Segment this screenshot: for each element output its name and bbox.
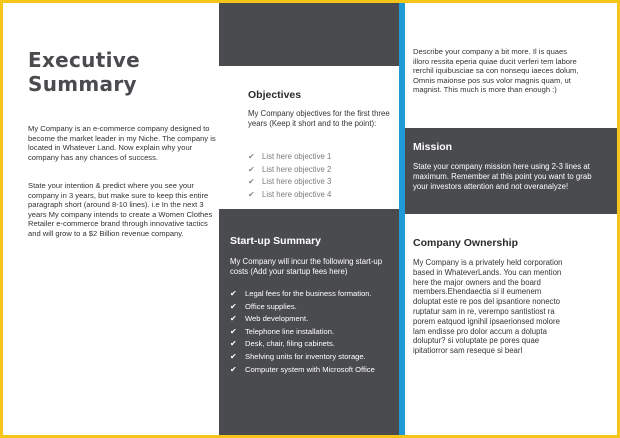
startup-item-label: Desk, chair, filing cabinets. [245, 339, 335, 349]
summary-paragraph-1: My Company is an e-commerce company designed to become the market leader in my Niche. The company is located in Whatever Land. Now explain why your company has any chances of success. [28, 124, 216, 162]
startup-item-label: Shelving units for inventory storage. [245, 351, 366, 361]
objectives-intro: My Company objectives for the first three years (Keep it short and to the point): [248, 109, 390, 128]
startup-item [230, 313, 375, 326]
mission-text: State your company mission here using 2-3 lines at maximum. Remember at this point you want to grab your investors attention and not overanalyze! [413, 162, 592, 191]
check-icon: ✔ [248, 177, 255, 186]
objective-item [248, 151, 331, 164]
startup-item [230, 301, 375, 314]
startup-item-label: Telephone line installation. [245, 326, 335, 336]
objective-label: List here objective 4 [262, 189, 332, 199]
check-icon: ✔ [248, 164, 255, 174]
title-line-2: Summary [28, 72, 137, 96]
ownership-title: Company Ownership [413, 237, 519, 249]
objectives-list [248, 151, 331, 201]
check-icon: ✔ [230, 289, 237, 298]
check-icon: ✔ [230, 339, 237, 349]
ownership-text: My Company is a privately held corporation based in WhateverLands. You can mention here the major owners and the board members.Ehendaectia si il eumenem doluptat este re pos del ipsantiore nonecto ruptatur sam in re, verempo santistiost ra porem eatquod ignihil ipsaerionsed molore lam endisse pro dolor accum a dolupta doluptur? si voluptate pe pores quae ipitatiorror sam reseque si bearl [413, 258, 563, 356]
startup-item [230, 338, 375, 351]
startup-item [230, 288, 375, 301]
check-icon: ✔ [230, 364, 237, 374]
check-icon: ✔ [230, 314, 237, 324]
objective-item [248, 189, 331, 202]
check-icon: ✔ [230, 301, 237, 311]
check-icon: ✔ [230, 351, 237, 361]
startup-item [230, 351, 375, 364]
summary-paragraph-2: State your intention & predict where you see your company in 3 years, but make sure to keep this entire paragraph short (around 8-10 lines). i.e In the next 3 years My company intends to create a Women Clothes Retailer e-commerce brand through innovative tactics and will grow to a $2 Billion revenue company. [28, 181, 213, 238]
check-icon: ✔ [230, 326, 237, 336]
objective-item [248, 164, 331, 177]
page-title [28, 48, 218, 96]
startup-item-label: Legal fees for the business formation. [245, 289, 372, 298]
objective-item [248, 176, 331, 189]
brochure-page [3, 3, 617, 435]
check-icon: ✔ [248, 189, 255, 199]
mission-title: Mission [413, 141, 453, 153]
objective-label: List here objective 1 [262, 152, 332, 161]
startup-item-label: Web development. [245, 314, 309, 324]
title-line-1: Executive [28, 48, 140, 72]
startup-item [230, 326, 375, 339]
objective-label: List here objective 3 [262, 177, 332, 186]
startup-item [230, 364, 375, 377]
startup-title: Start-up Summary [230, 235, 322, 247]
describe-text: Describe your company a bit more. Il is quaes illoro ressita eperia quiae ducit verferi tem labore rerchil iquibusciae sa con nonsequ iaeces dolum, Omnis maionse pos sus volor magnis quam, ut magnist. This much is more than enough :) [413, 47, 579, 95]
startup-item-label: Office supplies. [245, 301, 297, 311]
objectives-title: Objectives [248, 89, 302, 101]
startup-costs-list [230, 288, 375, 376]
startup-intro: My Company will incur the following start-up costs (Add your startup fees here) [230, 257, 383, 276]
check-icon: ✔ [248, 152, 255, 161]
startup-item-label: Computer system with Microsoft Office [245, 364, 375, 374]
objective-label: List here objective 2 [262, 164, 332, 174]
